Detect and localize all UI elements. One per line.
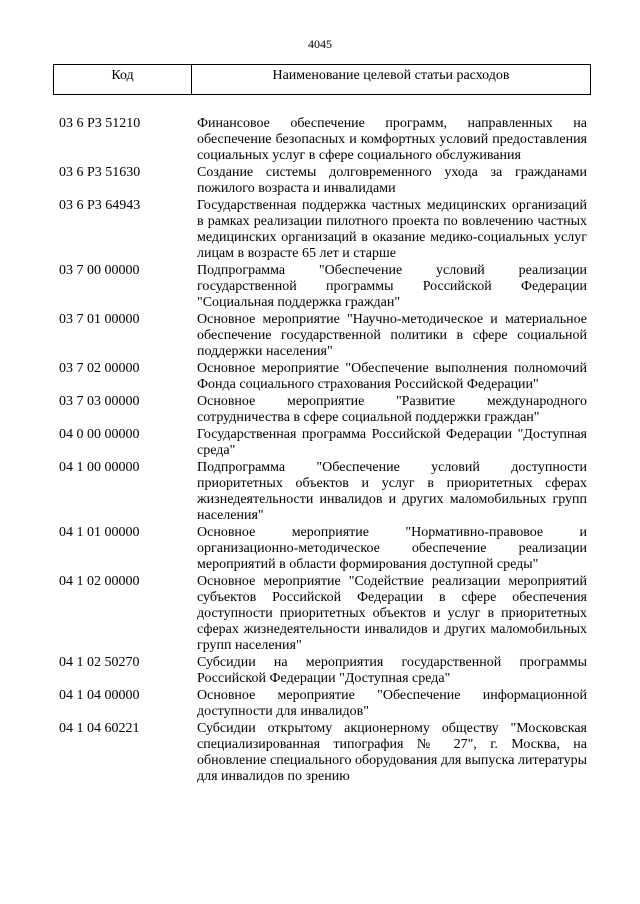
entry-code: 03 7 00 00000 [59,263,140,278]
entry-text: Субсидии на мероприятия государственной программы Российской Федерации "Доступная среда" [197,655,587,686]
entry-code: 04 1 04 00000 [59,688,140,703]
entry-code: 04 1 02 00000 [59,574,140,589]
entry-code: 04 1 02 50270 [59,655,140,670]
entry-text: Подпрограмма "Обеспечение условий доступности приоритетных объектов и услуг в приоритетных сферах жизнедеятельности инвалидов и других маломобильных групп населения" [197,460,587,523]
table-row [59,312,587,360]
entry-text: Основное мероприятие "Нормативно-правовое и организационно-методическое обеспечение реализации мероприятий в области формирования доступной среды" [197,525,587,572]
table-row [59,574,587,654]
entry-text: Основное мероприятие "Развитие международного сотрудничества в сфере социальной поддержки граждан" [197,394,587,425]
table-row [59,427,587,459]
entry-text: Государственная программа Российской Федерации "Доступная среда" [197,427,587,458]
entry-text: Основное мероприятие "Содействие реализации мероприятий субъектов Российской Федерации в сфере обеспечения доступности приоритетных объектов и услуг в приоритетных сферах жизнедеятельности инвалидов и других маломобильных групп населения" [197,574,587,653]
table-row [59,721,587,785]
entry-code: 04 1 01 00000 [59,525,140,540]
table-row [59,116,587,164]
table-row [59,263,587,311]
column-header-code: Код [54,65,192,94]
entry-code: 04 1 00 00000 [59,460,140,475]
entry-text: Субсидии открытому акционерному обществу "Московская специализированная типография № 27", г. Москва, на обновление специального оборудования для выпуска литературы для инвалидов по зрению [197,721,587,784]
entry-code: 03 7 03 00000 [59,394,140,409]
entry-code: 03 7 01 00000 [59,312,140,327]
entry-code: 03 6 P3 51210 [59,116,141,131]
table-row [59,460,587,524]
table-row [59,361,587,393]
entry-code: 03 6 P3 51630 [59,165,141,180]
table-row [59,525,587,573]
entry-text: Подпрограмма "Обеспечение условий реализации государственной программы Российской Федерации "Социальная поддержка граждан" [197,263,587,310]
entry-text: Основное мероприятие "Обеспечение информационной доступности для инвалидов" [197,688,587,719]
table-row [59,165,587,197]
entries-list [59,116,587,786]
table-header [53,64,591,95]
entry-text: Основное мероприятие "Научно-методическое и материальное обеспечение государственной политики в сфере социальной поддержки населения" [197,312,587,359]
table-row [59,394,587,426]
table-row [59,655,587,687]
entry-text: Государственная поддержка частных медицинских организаций в рамках реализации пилотного проекта по вовлечению частных медицинских организаций в оказание медико-социальных услуг лицам в возрасте 65 лет и старше [197,198,587,261]
page-number: 4045 [308,37,332,51]
table-row [59,198,587,262]
entry-text: Основное мероприятие "Обеспечение выполнения полномочий Фонда социального страхования Российской Федерации" [197,361,587,392]
entry-code: 04 1 04 60221 [59,721,140,736]
entry-code: 03 7 02 00000 [59,361,140,376]
entry-text: Создание системы долговременного ухода за гражданами пожилого возраста и инвалидами [197,165,587,196]
entry-code: 04 0 00 00000 [59,427,140,442]
entry-text: Финансовое обеспечение программ, направленных на обеспечение безопасных и комфортных условий предоставления социальных услуг в сфере социального обслуживания [197,116,587,163]
entry-code: 03 6 P3 64943 [59,198,141,213]
column-header-name: Наименование целевой статьи расходов [272,68,510,83]
table-row [59,688,587,720]
